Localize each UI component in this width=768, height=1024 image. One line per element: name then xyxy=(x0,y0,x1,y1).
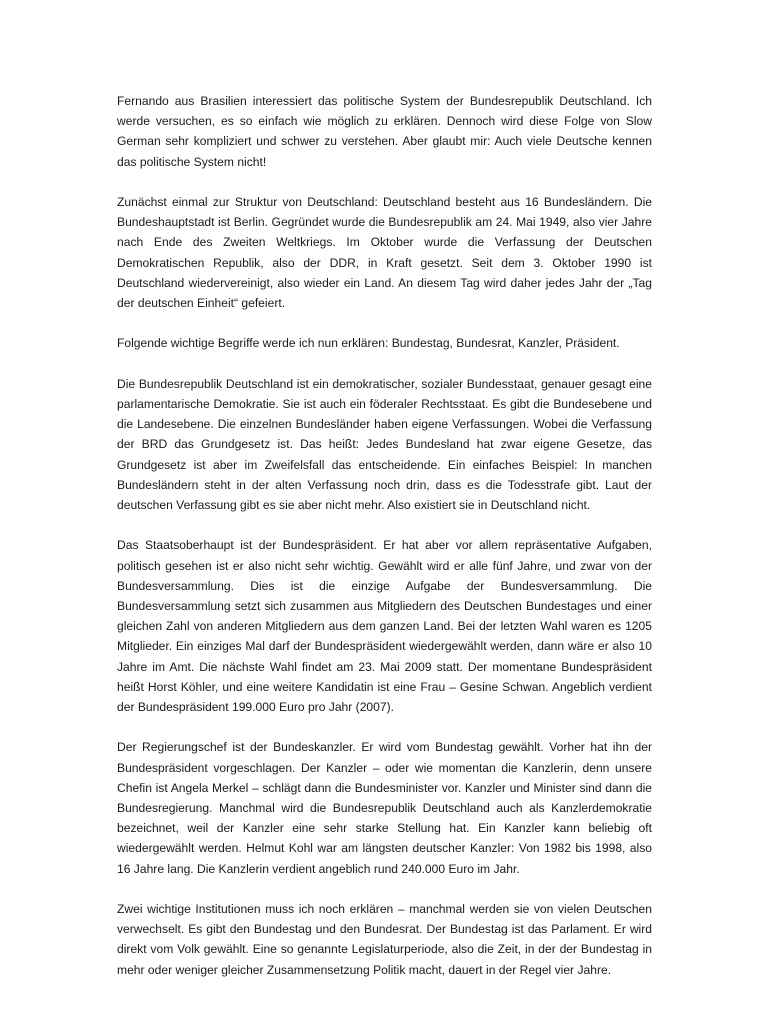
paragraph-federal-state: Die Bundesrepublik Deutschland ist ein demokratischer, sozialer Bundesstaat, genauer gesagt eine parlamentarische Demokratie. Sie ist auch ein föderaler Rechtsstaat. Es gibt die Bundesebene und die Landesebene. Die einzelnen Bundesländer haben eigene Verfassungen. Wobei die Verfassung der BRD das Grundgesetz ist. Das heißt: Jedes Bundesland hat zwar eigene Gesetze, das Grundgesetz ist aber im Zweifelsfall das entscheidende. Ein einfaches Beispiel: In manchen Bundesländern steht in der alten Verfassung noch drin, dass es die Todesstrafe gibt. Laut der deutschen Verfassung gibt es sie aber nicht mehr. Also existiert sie in Deutschland nicht. xyxy=(117,376,652,513)
paragraph-chancellor: Der Regierungschef ist der Bundeskanzler. Er wird vom Bundestag gewählt. Vorher hat ihn der Bundespräsident vorgeschlagen. Der Kanzler – oder wie momentan die Kanzlerin, denn unsere Chefin ist Angela Merkel – schlägt dann die Bundesminister vor. Kanzler und Minister sind dann die Bundesregierung. Manchmal wird die Bundesrepublik Deutschland auch als Kanzlerdemokratie bezeichnet, weil der Kanzler eine sehr starke Stellung hat. Ein Kanzler kann beliebig oft wiedergewählt werden. Helmut Kohl war am längsten deutscher Kanzler: Von 1982 bis 1998, also 16 Jahre lang. Die Kanzlerin verdient angeblich rund 240.000 Euro im Jahr. xyxy=(117,740,652,876)
document-page xyxy=(117,91,652,1000)
paragraph-structure: Zunächst einmal zur Struktur von Deutschland: Deutschland besteht aus 16 Bundesländern. Die Bundeshauptstadt ist Berlin. Gegründet wurde die Bundesrepublik am 24. Mai 1949, also vier Jahre nach Ende des Zweiten Weltkriegs. Im Oktober wurde die Verfassung der Deutschen Demokratischen Republik, also der DDR, in Kraft gesetzt. Seit dem 3. Oktober 1990 ist Deutschland wiedervereinigt, also wieder ein Land. An diesem Tag wird daher jedes Jahr der „Tag der deutschen Einheit“ gefeiert. xyxy=(117,195,652,311)
paragraph-institutions: Zwei wichtige Institutionen muss ich noch erklären – manchmal werden sie von vielen Deutschen verwechselt. Es gibt den Bundestag und den Bundesrat. Der Bundestag ist das Parlament. Er wird direkt vom Volk gewählt. Eine so genannte Legislaturperiode, also die Zeit, in der der Bundestag in mehr oder weniger gleicher Zusammensetzung Politik macht, dauert in der Regel vier Jahre. xyxy=(117,902,652,977)
paragraph-president: Das Staatsoberhaupt ist der Bundespräsident. Er hat aber vor allem repräsentative Aufgaben, politisch gesehen ist er also nicht sehr wichtig. Gewählt wird er alle fünf Jahre, und zwar von der Bundesversammlung. Dies ist die einzige Aufgabe der Bundesversammlung. Die Bundesversammlung setzt sich zusammen aus Mitgliedern des Deutschen Bundestages und einer gleichen Zahl von anderen Mitgliedern aus dem ganzen Land. Bei der letzten Wahl waren es 1205 Mitglieder. Ein einziges Mal darf der Bundespräsident wiedergewählt werden, dann wäre er also 10 Jahre im Amt. Die nächste Wahl findet am 23. Mai 2009 statt. Der momentane Bundespräsident heißt Horst Köhler, und eine weitere Kandidatin ist eine Frau – Gesine Schwan. Angeblich verdient der Bundespräsident 199.000 Euro pro Jahr (2007). xyxy=(117,538,652,715)
paragraph-terms: Folgende wichtige Begriffe werde ich nun erklären: Bundestag, Bundesrat, Kanzler, Präsident. xyxy=(117,336,620,351)
paragraph-intro: Fernando aus Brasilien interessiert das politische System der Bundesrepublik Deutschland. Ich werde versuchen, es so einfach wie möglich zu erklären. Dennoch wird diese Folge von Slow German sehr kompliziert und schwer zu verstehen. Aber glaubt mir: Auch viele Deutsche kennen das politische System nicht! xyxy=(117,94,652,169)
